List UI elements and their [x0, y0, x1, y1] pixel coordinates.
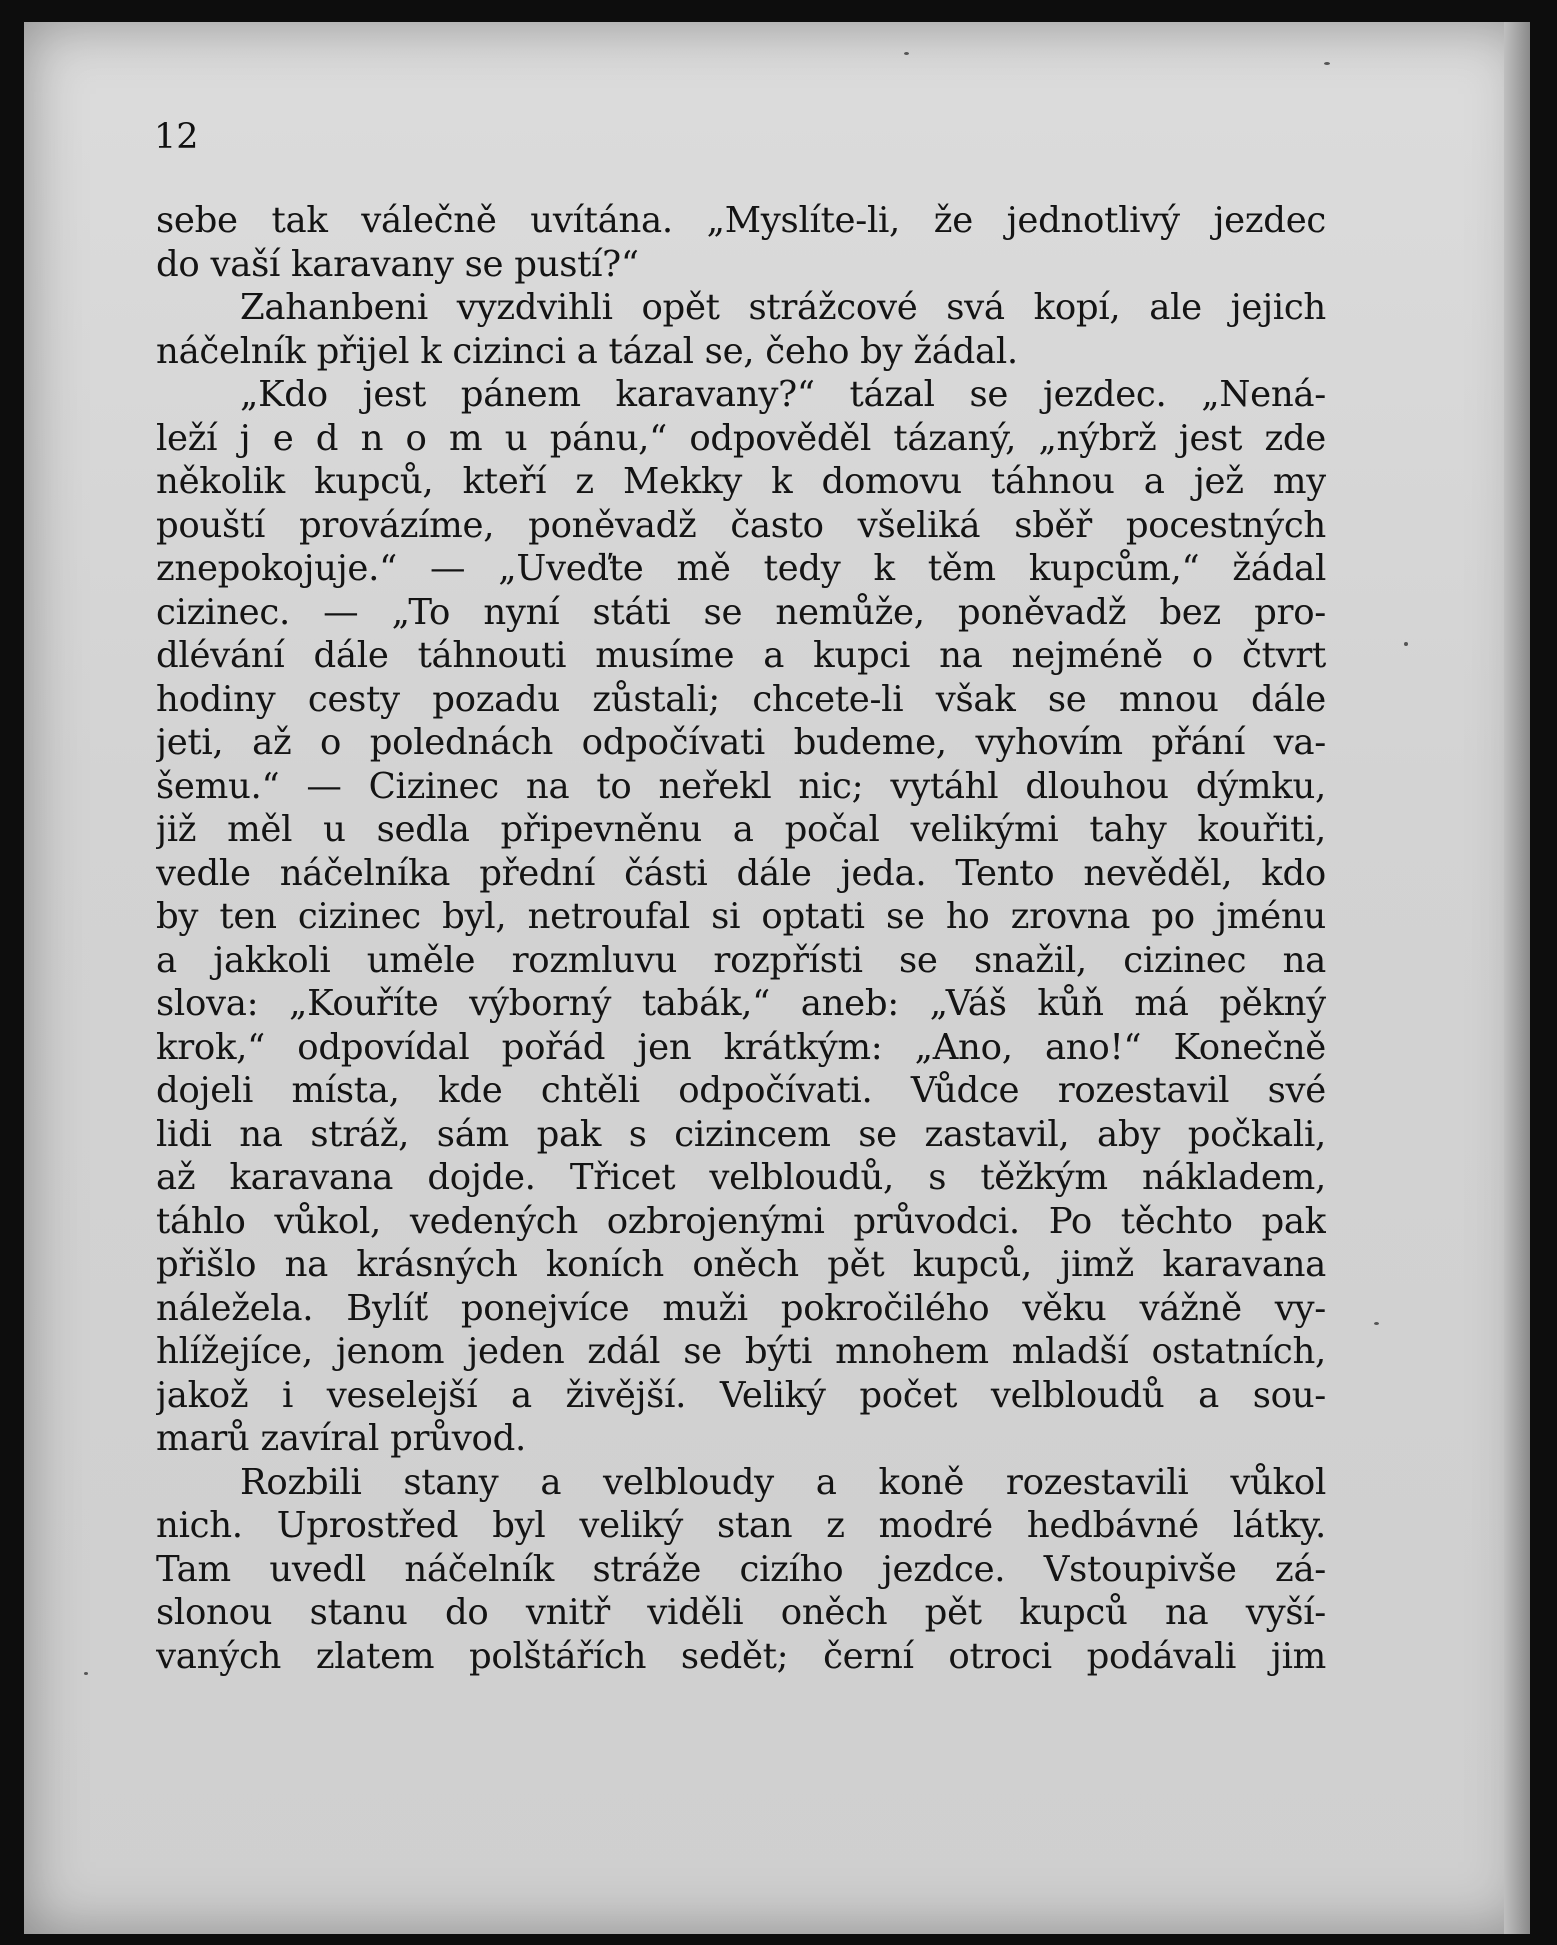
text-line: až karavana dojde. Třicet velbloudů, s těžkým nákladem, — [156, 1157, 1326, 1198]
dust-speck — [84, 1672, 88, 1675]
dust-speck — [1324, 62, 1330, 65]
dust-speck — [1404, 642, 1408, 646]
text-line: nich. Uprostřed byl veliký stan z modré hedbávné látky. — [156, 1505, 1326, 1546]
body-text — [156, 199, 1326, 1678]
text-line: lidi na stráž, sám pak s cizincem se zastavil, aby počkali, — [156, 1113, 1326, 1155]
text-line: vedle náčelníka přední části dále jeda. Tento nevěděl, kdo — [156, 852, 1326, 894]
text-line: cizinec. — „To nyní státi se nemůže, poněvadž bez pro- — [156, 591, 1326, 633]
text-line: vaných zlatem polštářích sedět; černí otroci podávali jim — [156, 1635, 1326, 1677]
text-line: hodiny cesty pozadu zůstali; chcete-li však se mnou dále — [156, 678, 1326, 720]
text-line: Tam uvedl náčelník stráže cizího jezdce. Vstoupivše zá- — [156, 1548, 1326, 1590]
page-number: 12 — [154, 117, 199, 157]
text-line: pouští provázíme, poněvadž často všeliká sběř pocestných — [156, 504, 1326, 546]
text-line: Rozbili stany a velbloudy a koně rozestavili vůkol — [240, 1461, 1326, 1503]
text-line: marů zavíral průvod. — [156, 1418, 526, 1459]
dust-speck — [904, 52, 909, 55]
text-line: několik kupců, kteří z Mekky k domovu táhnou a jež my — [156, 461, 1326, 502]
book-page — [24, 22, 1530, 1934]
text-line: krok,“ odpovídal pořád jen krátkým: „Ano, ano!“ Konečně — [156, 1026, 1326, 1068]
text-line: slonou stanu do vnitř viděli oněch pět kupců na vyší- — [156, 1592, 1326, 1633]
text-line: sebe tak válečně uvítána. „Myslíte-li, že jednotlivý jezdec — [156, 200, 1326, 241]
text-line: leží j e d n o m u pánu,“ odpověděl tázaný, „nýbrž jest zde — [156, 417, 1326, 459]
text-line: Zahanbeni vyzdvihli opět strážcové svá kopí, ale jejich — [240, 287, 1326, 328]
text-line: přišlo na krásných koních oněch pět kupců, jimž karavana — [156, 1244, 1326, 1285]
text-line: by ten cizinec byl, netroufal si optati se ho zrovna po jménu — [156, 896, 1326, 937]
text-line: „Kdo jest pánem karavany?“ tázal se jezdec. „Nená- — [240, 374, 1326, 415]
page-edge-shadow — [1504, 22, 1530, 1934]
text-line: táhlo vůkol, vedených ozbrojenými průvodci. Po těchto pak — [156, 1200, 1326, 1242]
text-line: do vaší karavany se pustí?“ — [156, 243, 639, 285]
text-line: znepokojuje.“ — „Uveďte mě tedy k těm kupcům,“ žádal — [156, 548, 1326, 589]
text-line: šemu.“ — Cizinec na to neřekl nic; vytáhl dlouhou dýmku, — [156, 765, 1326, 807]
text-line: a jakkoli uměle rozmluvu rozpřísti se snažil, cizinec na — [156, 939, 1326, 981]
text-line: dlévání dále táhnouti musíme a kupci na nejméně o čtvrt — [156, 635, 1326, 676]
text-line: jakož i veselejší a živější. Veliký počet velbloudů a sou- — [156, 1374, 1326, 1416]
text-line: jeti, až o polednách odpočívati budeme, vyhovím přání va- — [156, 722, 1326, 763]
text-line: již měl u sedla připevněnu a počal velikými tahy kouřiti, — [156, 809, 1326, 850]
text-line: slova: „Kouříte výborný tabák,“ aneb: „Váš kůň má pěkný — [156, 983, 1326, 1024]
text-line: náčelník přijel k cizinci a tázal se, čeho by žádal. — [156, 330, 1018, 372]
text-line: hlížejíce, jenom jeden zdál se býti mnohem mladší ostatních, — [156, 1331, 1326, 1372]
dust-speck — [1374, 1322, 1379, 1325]
text-line: náležela. Bylíť ponejvíce muži pokročilého věku vážně vy- — [156, 1287, 1326, 1329]
text-line: dojeli místa, kde chtěli odpočívati. Vůdce rozestavil své — [156, 1070, 1326, 1111]
